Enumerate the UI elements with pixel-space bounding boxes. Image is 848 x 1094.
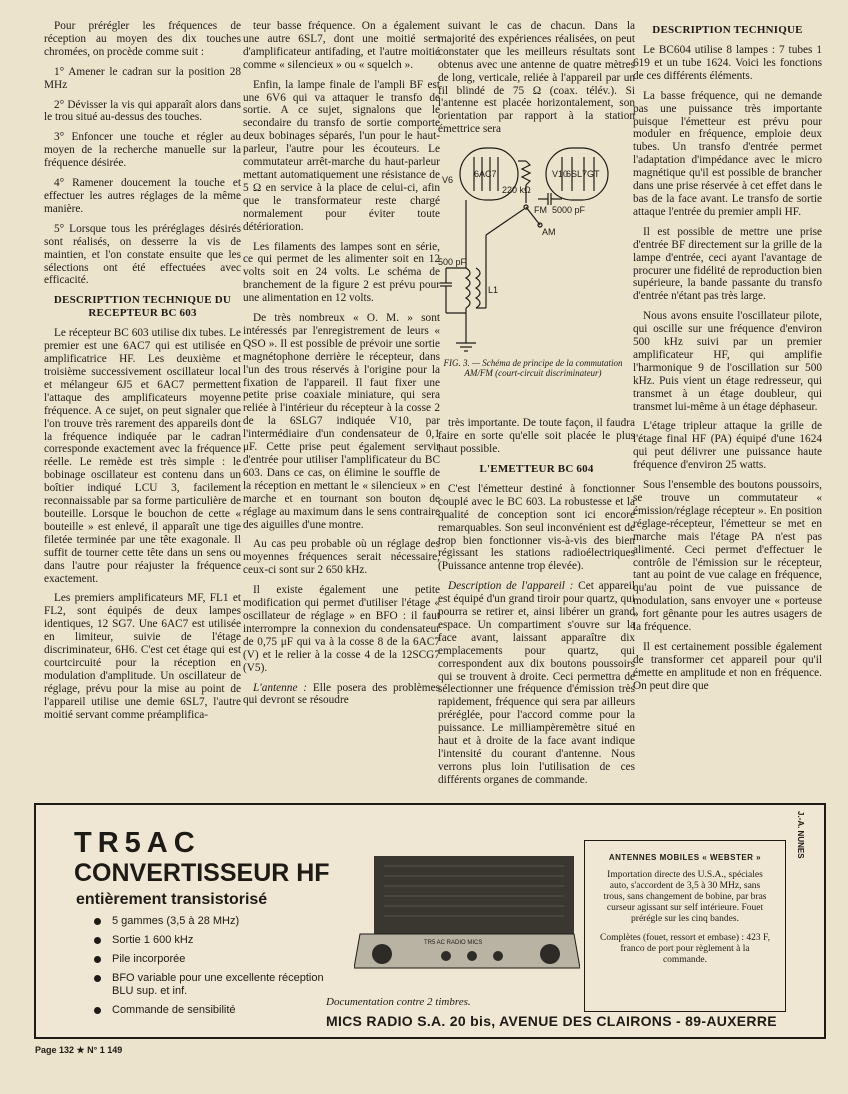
box-title: ANTENNES MOBILES « WEBSTER » (608, 853, 762, 862)
webster-antenna-box (584, 840, 786, 1012)
inline-text: Elle posera des problèmes qui devront se résoudre (243, 681, 441, 707)
paragraph: Il est possible de mettre une prise d'entrée BF directement sur la grille de la lampe d'entrée, ceci ayant l'avantage de procurer une fidélité de reproduction bien supérieure, la bande passante du transfo d'entrée n'étant pas très large. (633, 225, 822, 303)
device-knob (540, 944, 560, 964)
figure-caption: FIG. 3. — Schéma de principe de la commutation AM/FM (court-circuit discriminateur) (443, 358, 623, 379)
feature-item: Pile incorporée (94, 953, 334, 966)
coil-l1 (476, 268, 480, 308)
paragraph: 1° Amener le cadran sur la position 28 MHz (44, 65, 241, 91)
paragraph: 4° Ramener doucement la touche et effectuer les autres réglages de la même manière. (44, 177, 241, 215)
paragraph: Il est certainement possible également de transformer cet appareil pour qu'il émette en amplitude et non en fréquence. On peut dire que (633, 640, 822, 692)
column-2 (243, 20, 440, 714)
device-knob (372, 944, 392, 964)
paragraph: Les premiers amplificateurs MF, FL1 et FL2, sont équipés de deux lampes identiques, 12 SG7. Une 6AC7 est utilisée en limiteur, suivie de l'étage discriminateur, 6H6. C'est cet étage qui est courtcircuité pour la réception en modulation d'amplitude. Un oscillateur de réglage, prévu pour la mise au point de l'appareil utilise une demie 6SL7, l'autre moitié servant comme préamplifica- (44, 592, 241, 721)
device-knob (493, 951, 503, 961)
paragraph: C'est l'émetteur destiné à fonctionner couplé avec le BC 603. La robustesse et la qualité de conception sont ici encore remarquables. Son seul inconvénient est de trop bien fonctionner vis-à-vis des bien régissant les stations radioélectriques (Puissance antenne trop élevée). (438, 482, 635, 573)
label-cap-500: 500 pF (438, 257, 467, 268)
paragraph: 2° Dévisser la vis qui apparaît alors dans le trou situé au-dessus des touches. (44, 98, 241, 124)
paragraph: Les filaments des lampes sont en série, ce qui permet de les alimenter soit en 12 volts soit en 24 volts. Le schéma de branchement de la figure 2 est prévu pour une alimentation en 12 volts. (243, 240, 440, 305)
paragraph: très importante. De toute façon, il faudra faire en sorte qu'elle soit placée le plus haut possible. (438, 417, 635, 455)
feature-item: 5 gammes (3,5 à 28 MHz) (94, 915, 334, 928)
label-6sl7: 6SL7GT (566, 169, 600, 180)
company-address: MICS RADIO S.A. 20 bis, AVENUE DES CLAIRONS - 89-AUXERRE (326, 1013, 777, 1029)
advertisement (34, 803, 826, 1039)
ad-subtitle: entièrement transistorisé (76, 891, 268, 908)
paragraph (438, 580, 635, 787)
label-6ac7: 6AC7 (474, 169, 497, 180)
bullet-icon (94, 937, 101, 944)
paragraph: 3° Enfoncer une touche et régler au moyen de la recherche manuelle sur la fréquence désirée. (44, 131, 241, 170)
page-footer: Page 132 ★ N° 1 149 (35, 1045, 123, 1055)
bullet-icon (94, 918, 101, 925)
label-resistor: 220 kΩ (502, 185, 531, 196)
paragraph: Le BC604 utilise 8 lampes : 7 tubes 1 619 et un tube 1624. Voici les fonctions de ces différents éléments. (633, 44, 822, 82)
paragraph: L'étage tripleur attaque la grille de l'étage final HF (PA) équipé d'une 1624 qui peut délivrer une puissance haute fréquence d'environ 25 watts. (633, 420, 822, 472)
paragraph: Nous avons ensuite l'oscillateur pilote, qui oscille sur une fréquence d'environ 500 kHz suivi par un premier amplificateur HF, qui amplifie l'harmonique 9 de l'oscillation sur 500 kHz. Puis vient un étage redresseur, qui transmet à un étage doubleur, qui transmet lui-même à un étage déphaseur. (633, 310, 822, 413)
paragraph: Il existe également une petite modification qui permet d'utiliser l'étage « oscillateur de réglage » en BFO : il faut interrompre la connexion du condensateur de 0,75 μF qui va à la cosse 8 de la 6AC7 (V) et le relier à la cosse 4 de la 12SCG7 (V5). (243, 584, 440, 674)
paragraph: Sous l'ensemble des boutons poussoirs, se trouve un commutateur « émission/réglage récepteur ». En position réglage-récepteur, l'émetteur se met en marche mais l'étage PA n'est pas alimenté. Ceci permet d'effectuer le contrôle de l'émission sur le récepteur, tant au point de vue calage en fréquence, qu'au point de vue puissance de modulation, sans envoyer une « porteuse » fort gênante pour les autres usagers de la fréquence. (633, 479, 822, 634)
ad-brand: TR5AC (74, 827, 201, 859)
converter-device-image (354, 848, 580, 975)
device-label: TR5 AC RADIO MICS (424, 940, 483, 946)
resistor (522, 161, 530, 185)
paragraph: De très nombreux « O. M. » sont intéressés par l'enregistrement de leurs « QSO ». Il est possible de prévoir une sortie magnétophone derrière le récepteur, dans l'un des trous réservés à l'origine pour la fixation de l'appareil. Il faut fixer une petite prise coaxiale miniature, qui sera reliée à l'intérieur du récepteur à la cosse 2 de la 6SLG7 indiquée V10, par l'intermédiaire d'un condensateur de 0,1 μF. Cette prise peut également servir d'entrée pour utiliser l'amplificateur du BC 603. Dans ce cas, on élimine le souffle de la réception en mettant le « silencieux » en marche et en tournant son bouton de réglage au maximum dans le sens contraire des aiguilles d'une montre. (243, 312, 440, 531)
column-1 (44, 20, 241, 729)
label-cap-5000: 5000 pF (552, 205, 586, 216)
bullet-icon (94, 1007, 101, 1014)
inline-lead: L'antenne : (253, 681, 308, 694)
section-heading: DESCRIPTION TECHNIQUE (652, 24, 803, 36)
bullet-icon (94, 956, 101, 963)
paragraph: La basse fréquence, qui ne demande pas une puissance très importante puisque l'émetteur est prévu pour moduler en fréquence, emploie deux tubes. Un transfo d'entrée permet l'adaptation d'impédance avec le micro magnétique qu'il est possible de brancher dans une prise réservée à cet effet dans le bas de la face avant. Le transfo de sortie attaque l'entrée du premier ampli HF. (633, 89, 822, 218)
paragraph: teur basse fréquence. On a également une autre 6SL7, dont une moitié sert d'amplificateur antifading, et l'autre moitié comme « silencieux » ou « squelch ». (243, 20, 440, 71)
inline-lead: Description de l'appareil : (448, 580, 574, 593)
circuit-diagram (438, 143, 628, 423)
paragraph (243, 682, 440, 708)
coil (466, 268, 470, 308)
section-heading: L'EMETTEUR BC 604 (479, 462, 594, 475)
box-paragraph: Importation directe des U.S.A., spéciales auto, s'accordent de 3,5 à 30 MHz, sans trous, sans changement de bobine, par bras curseur agissant sur self intérieure. Fouet prérégle sur les cinq bandes. (603, 870, 767, 924)
feature-item: Commande de sensibilité (94, 1004, 334, 1017)
label-v10: V10 (552, 169, 569, 180)
label-fm: FM (534, 205, 547, 216)
circuit-figure (438, 143, 628, 411)
bullet-icon (94, 975, 101, 982)
feature-item: BFO variable pour une excellente réception BLU sup. et inf. (94, 972, 334, 998)
paragraph: Enfin, la lampe finale de l'ampli BF est une 6V6 qui va attaquer le transfo de sortie. A ce sujet, signalons que le secondaire du transfo de sortie comporte deux bobinages séparés, l'un pour le haut-parleur, l'autre pour les écouteurs. Le commutateur arrêt-marche du haut-parleur mettant automatiquement une résistance de 5 Ω en service à la place de celui-ci, afin que le transformateur reste chargé normalement pour éviter toute détérioration. (243, 78, 440, 233)
device-knob (467, 951, 477, 961)
paragraph: 5° Lorsque tous les préréglages désirés sont réalisés, on desserre la vis de maintien, et l'on constate ensuite que les sélections ont été effectuées avec efficacité. (44, 222, 241, 287)
artist-signature: J.-A. NUNES (796, 811, 805, 859)
paragraph: suivant le cas de chacun. Dans la majorité des expériences réalisées, on peut constater que les meilleurs résultats sont obtenus avec une antenne de quatre mètres de long, verticale, reliée à l'appareil par un fil blindé de 75 Ω (coax. télév.). Si l'antenne est placée horizontalement, son orientation par rapport à la station émettrice sera (438, 20, 635, 136)
label-l1: L1 (488, 285, 499, 296)
label-v6: V6 (442, 175, 454, 186)
column-3 (438, 20, 635, 794)
ad-product-title: CONVERTISSEUR HF (74, 859, 330, 887)
documentation-note: Documentation contre 2 timbres. (326, 996, 471, 1008)
paragraph: Au cas peu probable où un réglage des moyennes fréquences serait nécessaire, ceux-ci sont sur 2 650 kHz. (243, 538, 440, 577)
column-4 (633, 20, 822, 700)
paragraph: Le récepteur BC 603 utilise dix tubes. Le premier est une 6AC7 qui est utilisée en amplificatrice HF. Les deuxième et troisième successivement oscillateur local et mélangeur 6J5 et 6AC7 permettent l'attaque des amplificateurs moyenne fréquence. A ce sujet, on peut signaler que l'on trouve très rarement des appareils dont la fréquence indiquée par le cadran corresponde exactement avec la fréquence réelle. Le remède est très simple : le bobinage oscillateur est contenu dans un boîtier indiqué LCU 3, facilement reconnaissable par sa forme particulière de bouteille. Lorsque le bouchon de cette « bouteille » est enlevé, il apparaît une tige filetée terminée par une tête exagonale. Il suffit de tourner cette tête dans un sens ou dans l'autre pour réajuster la fréquence exactement. (44, 327, 241, 585)
section-heading: DESCRIPTTION TECHNIQUE DU RECEPTEUR BC 603 (53, 294, 232, 320)
box-paragraph: Complètes (fouet, ressort et embase) : 423 F, franco de port pour règlement à la commande. (600, 933, 770, 965)
feature-list (94, 915, 334, 1023)
label-am: AM (542, 227, 556, 238)
inline-text: Cet appareil est équipé d'un grand tiroir pour quartz, qui pourra se retirer et, ainsi libérer un grand espace. Un compartiment s'ouvre sur la face avant, laissant apparaître dix emplacements pour quartz, qui correspondent aux dix boutons poussoirs qui se trouvent à droite. Ceci permettra de sélectionner une fréquence d'émission très rapidement, fréquence qui sera par ailleurs préréglée, pour l'accord comme pour la puissance. Le milliampèremètre situé en haut et à droite de la face avant indique l'intensité du courant d'antenne. Nous verrons plus loin l'utilisation de ces différents organes de commande. (438, 580, 636, 786)
feature-item: Sortie 1 600 kHz (94, 934, 334, 947)
paragraph: Pour prérégler les fréquences de réception au moyen des dix touches chromées, on procède comme suit : (44, 20, 241, 58)
device-knob (441, 951, 451, 961)
